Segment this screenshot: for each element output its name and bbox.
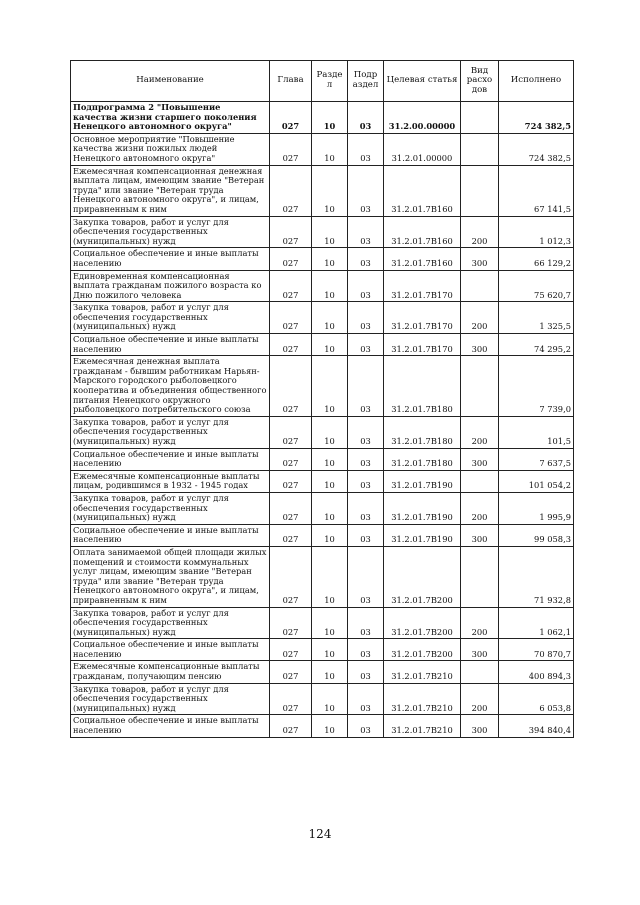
table-row (71, 270, 574, 302)
cell-podrazdel: 03 (348, 102, 384, 134)
cell-statya: 31.2.01.7В190 (384, 524, 461, 546)
cell-statya: 31.2.01.7В210 (384, 683, 461, 715)
cell-glava: 027 (270, 683, 312, 715)
cell-razdel: 10 (312, 661, 348, 683)
table-row (71, 416, 574, 448)
cell-vid: 300 (461, 334, 499, 356)
cell-razdel: 10 (312, 165, 348, 216)
cell-glava: 027 (270, 133, 312, 165)
cell-vid (461, 546, 499, 607)
cell-glava: 027 (270, 448, 312, 470)
cell-razdel: 10 (312, 216, 348, 248)
cell-name: Социальное обеспечение и иные выплаты населению (71, 524, 270, 546)
cell-razdel: 10 (312, 448, 348, 470)
table-row (71, 661, 574, 683)
cell-name: Единовременная компенсационная выплата гражданам пожилого возраста ко Дню пожилого человека (71, 270, 270, 302)
table-row (71, 492, 574, 524)
table-header (71, 61, 574, 102)
cell-glava: 027 (270, 356, 312, 417)
cell-ispolneno: 724 382,5 (499, 133, 574, 165)
cell-vid (461, 270, 499, 302)
budget-table (70, 60, 574, 738)
cell-vid: 200 (461, 683, 499, 715)
cell-vid: 200 (461, 216, 499, 248)
cell-ispolneno: 1 012,3 (499, 216, 574, 248)
cell-statya: 31.2.01.7В210 (384, 661, 461, 683)
cell-glava: 027 (270, 546, 312, 607)
table-row (71, 334, 574, 356)
cell-ispolneno: 724 382,5 (499, 102, 574, 134)
table-row (71, 165, 574, 216)
header-row (71, 61, 574, 102)
table-row (71, 470, 574, 492)
cell-podrazdel: 03 (348, 607, 384, 639)
table-row (71, 524, 574, 546)
cell-ispolneno: 66 129,2 (499, 248, 574, 270)
cell-vid: 200 (461, 302, 499, 334)
cell-statya: 31.2.01.7В170 (384, 270, 461, 302)
table-row (71, 546, 574, 607)
cell-razdel: 10 (312, 102, 348, 134)
cell-ispolneno: 101 054,2 (499, 470, 574, 492)
cell-statya: 31.2.00.00000 (384, 102, 461, 134)
table-row (71, 102, 574, 134)
cell-podrazdel: 03 (348, 302, 384, 334)
cell-vid (461, 165, 499, 216)
cell-glava: 027 (270, 607, 312, 639)
cell-name: Закупка товаров, работ и услуг для обеспечения государственных (муниципальных) нужд (71, 416, 270, 448)
cell-statya: 31.2.01.7В180 (384, 448, 461, 470)
cell-vid (461, 356, 499, 417)
cell-glava: 027 (270, 715, 312, 737)
cell-vid: 300 (461, 524, 499, 546)
cell-vid: 300 (461, 448, 499, 470)
cell-razdel: 10 (312, 248, 348, 270)
cell-statya: 31.2.01.7В160 (384, 248, 461, 270)
cell-ispolneno: 74 295,2 (499, 334, 574, 356)
cell-vid (461, 133, 499, 165)
cell-vid: 300 (461, 639, 499, 661)
cell-razdel: 10 (312, 683, 348, 715)
cell-vid: 200 (461, 492, 499, 524)
cell-vid (461, 102, 499, 134)
cell-podrazdel: 03 (348, 334, 384, 356)
cell-statya: 31.2.01.7В170 (384, 334, 461, 356)
cell-statya: 31.2.01.7В200 (384, 639, 461, 661)
page-number: 124 (308, 827, 332, 841)
cell-statya: 31.2.01.7В180 (384, 356, 461, 417)
cell-podrazdel: 03 (348, 270, 384, 302)
cell-statya: 31.2.01.7В200 (384, 546, 461, 607)
cell-podrazdel: 03 (348, 715, 384, 737)
header-statya: Целевая статья (384, 61, 461, 102)
cell-name: Социальное обеспечение и иные выплаты населению (71, 334, 270, 356)
cell-razdel: 10 (312, 416, 348, 448)
cell-razdel: 10 (312, 302, 348, 334)
cell-glava: 027 (270, 334, 312, 356)
cell-ispolneno: 70 870,7 (499, 639, 574, 661)
cell-name: Подпрограмма 2 "Повышение качества жизни старшего поколения Ненецкого автономного округа" (71, 102, 270, 134)
cell-ispolneno: 67 141,5 (499, 165, 574, 216)
cell-statya: 31.2.01.7В180 (384, 416, 461, 448)
cell-razdel: 10 (312, 334, 348, 356)
cell-vid: 200 (461, 416, 499, 448)
cell-statya: 31.2.01.00000 (384, 133, 461, 165)
cell-podrazdel: 03 (348, 661, 384, 683)
cell-name: Ежемесячная компенсационная денежная выплата лицам, имеющим звание "Ветеран труда" или звание "Ветеран труда Ненецкого автономного округа", и лицам, приравненным к ним (71, 165, 270, 216)
cell-podrazdel: 03 (348, 216, 384, 248)
table-row (71, 133, 574, 165)
cell-statya: 31.2.01.7В190 (384, 470, 461, 492)
header-podrazdel: Подр аздел (348, 61, 384, 102)
cell-vid: 200 (461, 607, 499, 639)
cell-glava: 027 (270, 639, 312, 661)
cell-glava: 027 (270, 492, 312, 524)
table-row (71, 639, 574, 661)
cell-ispolneno: 101,5 (499, 416, 574, 448)
header-vid: Вид расхо дов (461, 61, 499, 102)
cell-name: Основное мероприятие "Повышение качества жизни пожилых людей Ненецкого автономного округа" (71, 133, 270, 165)
header-name: Наименование (71, 61, 270, 102)
cell-ispolneno: 1 062,1 (499, 607, 574, 639)
cell-podrazdel: 03 (348, 639, 384, 661)
cell-ispolneno: 394 840,4 (499, 715, 574, 737)
cell-razdel: 10 (312, 356, 348, 417)
cell-name: Закупка товаров, работ и услуг для обеспечения государственных (муниципальных) нужд (71, 492, 270, 524)
cell-razdel: 10 (312, 270, 348, 302)
cell-glava: 027 (270, 102, 312, 134)
table-row (71, 715, 574, 737)
cell-name: Оплата занимаемой общей площади жилых помещений и стоимости коммунальных услуг лицам, имеющим звание "Ветеран труда" или звание "Ветеран труда Ненецкого автономного округа", и лицам, приравненным к ним (71, 546, 270, 607)
cell-razdel: 10 (312, 607, 348, 639)
cell-glava: 027 (270, 165, 312, 216)
cell-podrazdel: 03 (348, 546, 384, 607)
cell-ispolneno: 7 739,0 (499, 356, 574, 417)
cell-podrazdel: 03 (348, 492, 384, 524)
cell-razdel: 10 (312, 546, 348, 607)
header-glava: Глава (270, 61, 312, 102)
cell-podrazdel: 03 (348, 356, 384, 417)
cell-name: Закупка товаров, работ и услуг для обеспечения государственных (муниципальных) нужд (71, 302, 270, 334)
table-row (71, 216, 574, 248)
cell-podrazdel: 03 (348, 416, 384, 448)
cell-name: Закупка товаров, работ и услуг для обеспечения государственных (муниципальных) нужд (71, 216, 270, 248)
cell-glava: 027 (270, 661, 312, 683)
header-ispolneno: Исполнено (499, 61, 574, 102)
cell-name: Ежемесячная денежная выплата гражданам - бывшим работникам Нарьян-Марского городского рыболовецкого кооператива и объединения общественного питания Ненецкого окружного рыболовецкого потребительского союза (71, 356, 270, 417)
cell-podrazdel: 03 (348, 470, 384, 492)
cell-ispolneno: 1 325,5 (499, 302, 574, 334)
table-body (71, 102, 574, 738)
cell-glava: 027 (270, 416, 312, 448)
cell-statya: 31.2.01.7В210 (384, 715, 461, 737)
table-row (71, 683, 574, 715)
cell-podrazdel: 03 (348, 165, 384, 216)
cell-glava: 027 (270, 248, 312, 270)
cell-name: Социальное обеспечение и иные выплаты населению (71, 248, 270, 270)
cell-name: Социальное обеспечение и иные выплаты населению (71, 639, 270, 661)
table-row (71, 356, 574, 417)
cell-name: Ежемесячные компенсационные выплаты лицам, родившимся в 1932 - 1945 годах (71, 470, 270, 492)
cell-name: Ежемесячные компенсационные выплаты гражданам, получающим пенсию (71, 661, 270, 683)
cell-vid: 300 (461, 715, 499, 737)
cell-name: Социальное обеспечение и иные выплаты населению (71, 715, 270, 737)
cell-razdel: 10 (312, 470, 348, 492)
cell-statya: 31.2.01.7В170 (384, 302, 461, 334)
cell-podrazdel: 03 (348, 448, 384, 470)
table-row (71, 302, 574, 334)
cell-glava: 027 (270, 524, 312, 546)
cell-ispolneno: 1 995,9 (499, 492, 574, 524)
cell-glava: 027 (270, 216, 312, 248)
header-razdel: Разде л (312, 61, 348, 102)
table-row (71, 248, 574, 270)
cell-statya: 31.2.01.7В190 (384, 492, 461, 524)
cell-razdel: 10 (312, 639, 348, 661)
cell-statya: 31.2.01.7В160 (384, 216, 461, 248)
cell-name: Закупка товаров, работ и услуг для обеспечения государственных (муниципальных) нужд (71, 683, 270, 715)
cell-podrazdel: 03 (348, 524, 384, 546)
cell-podrazdel: 03 (348, 248, 384, 270)
cell-name: Социальное обеспечение и иные выплаты населению (71, 448, 270, 470)
cell-statya: 31.2.01.7В200 (384, 607, 461, 639)
cell-razdel: 10 (312, 133, 348, 165)
cell-razdel: 10 (312, 524, 348, 546)
cell-podrazdel: 03 (348, 683, 384, 715)
cell-ispolneno: 71 932,8 (499, 546, 574, 607)
cell-ispolneno: 75 620,7 (499, 270, 574, 302)
cell-razdel: 10 (312, 492, 348, 524)
cell-ispolneno: 400 894,3 (499, 661, 574, 683)
cell-vid (461, 470, 499, 492)
cell-ispolneno: 99 058,3 (499, 524, 574, 546)
cell-vid: 300 (461, 248, 499, 270)
cell-vid (461, 661, 499, 683)
table-row (71, 448, 574, 470)
table-row (71, 607, 574, 639)
cell-ispolneno: 7 637,5 (499, 448, 574, 470)
cell-statya: 31.2.01.7В160 (384, 165, 461, 216)
cell-glava: 027 (270, 302, 312, 334)
cell-ispolneno: 6 053,8 (499, 683, 574, 715)
cell-glava: 027 (270, 470, 312, 492)
cell-name: Закупка товаров, работ и услуг для обеспечения государственных (муниципальных) нужд (71, 607, 270, 639)
cell-podrazdel: 03 (348, 133, 384, 165)
cell-glava: 027 (270, 270, 312, 302)
cell-razdel: 10 (312, 715, 348, 737)
